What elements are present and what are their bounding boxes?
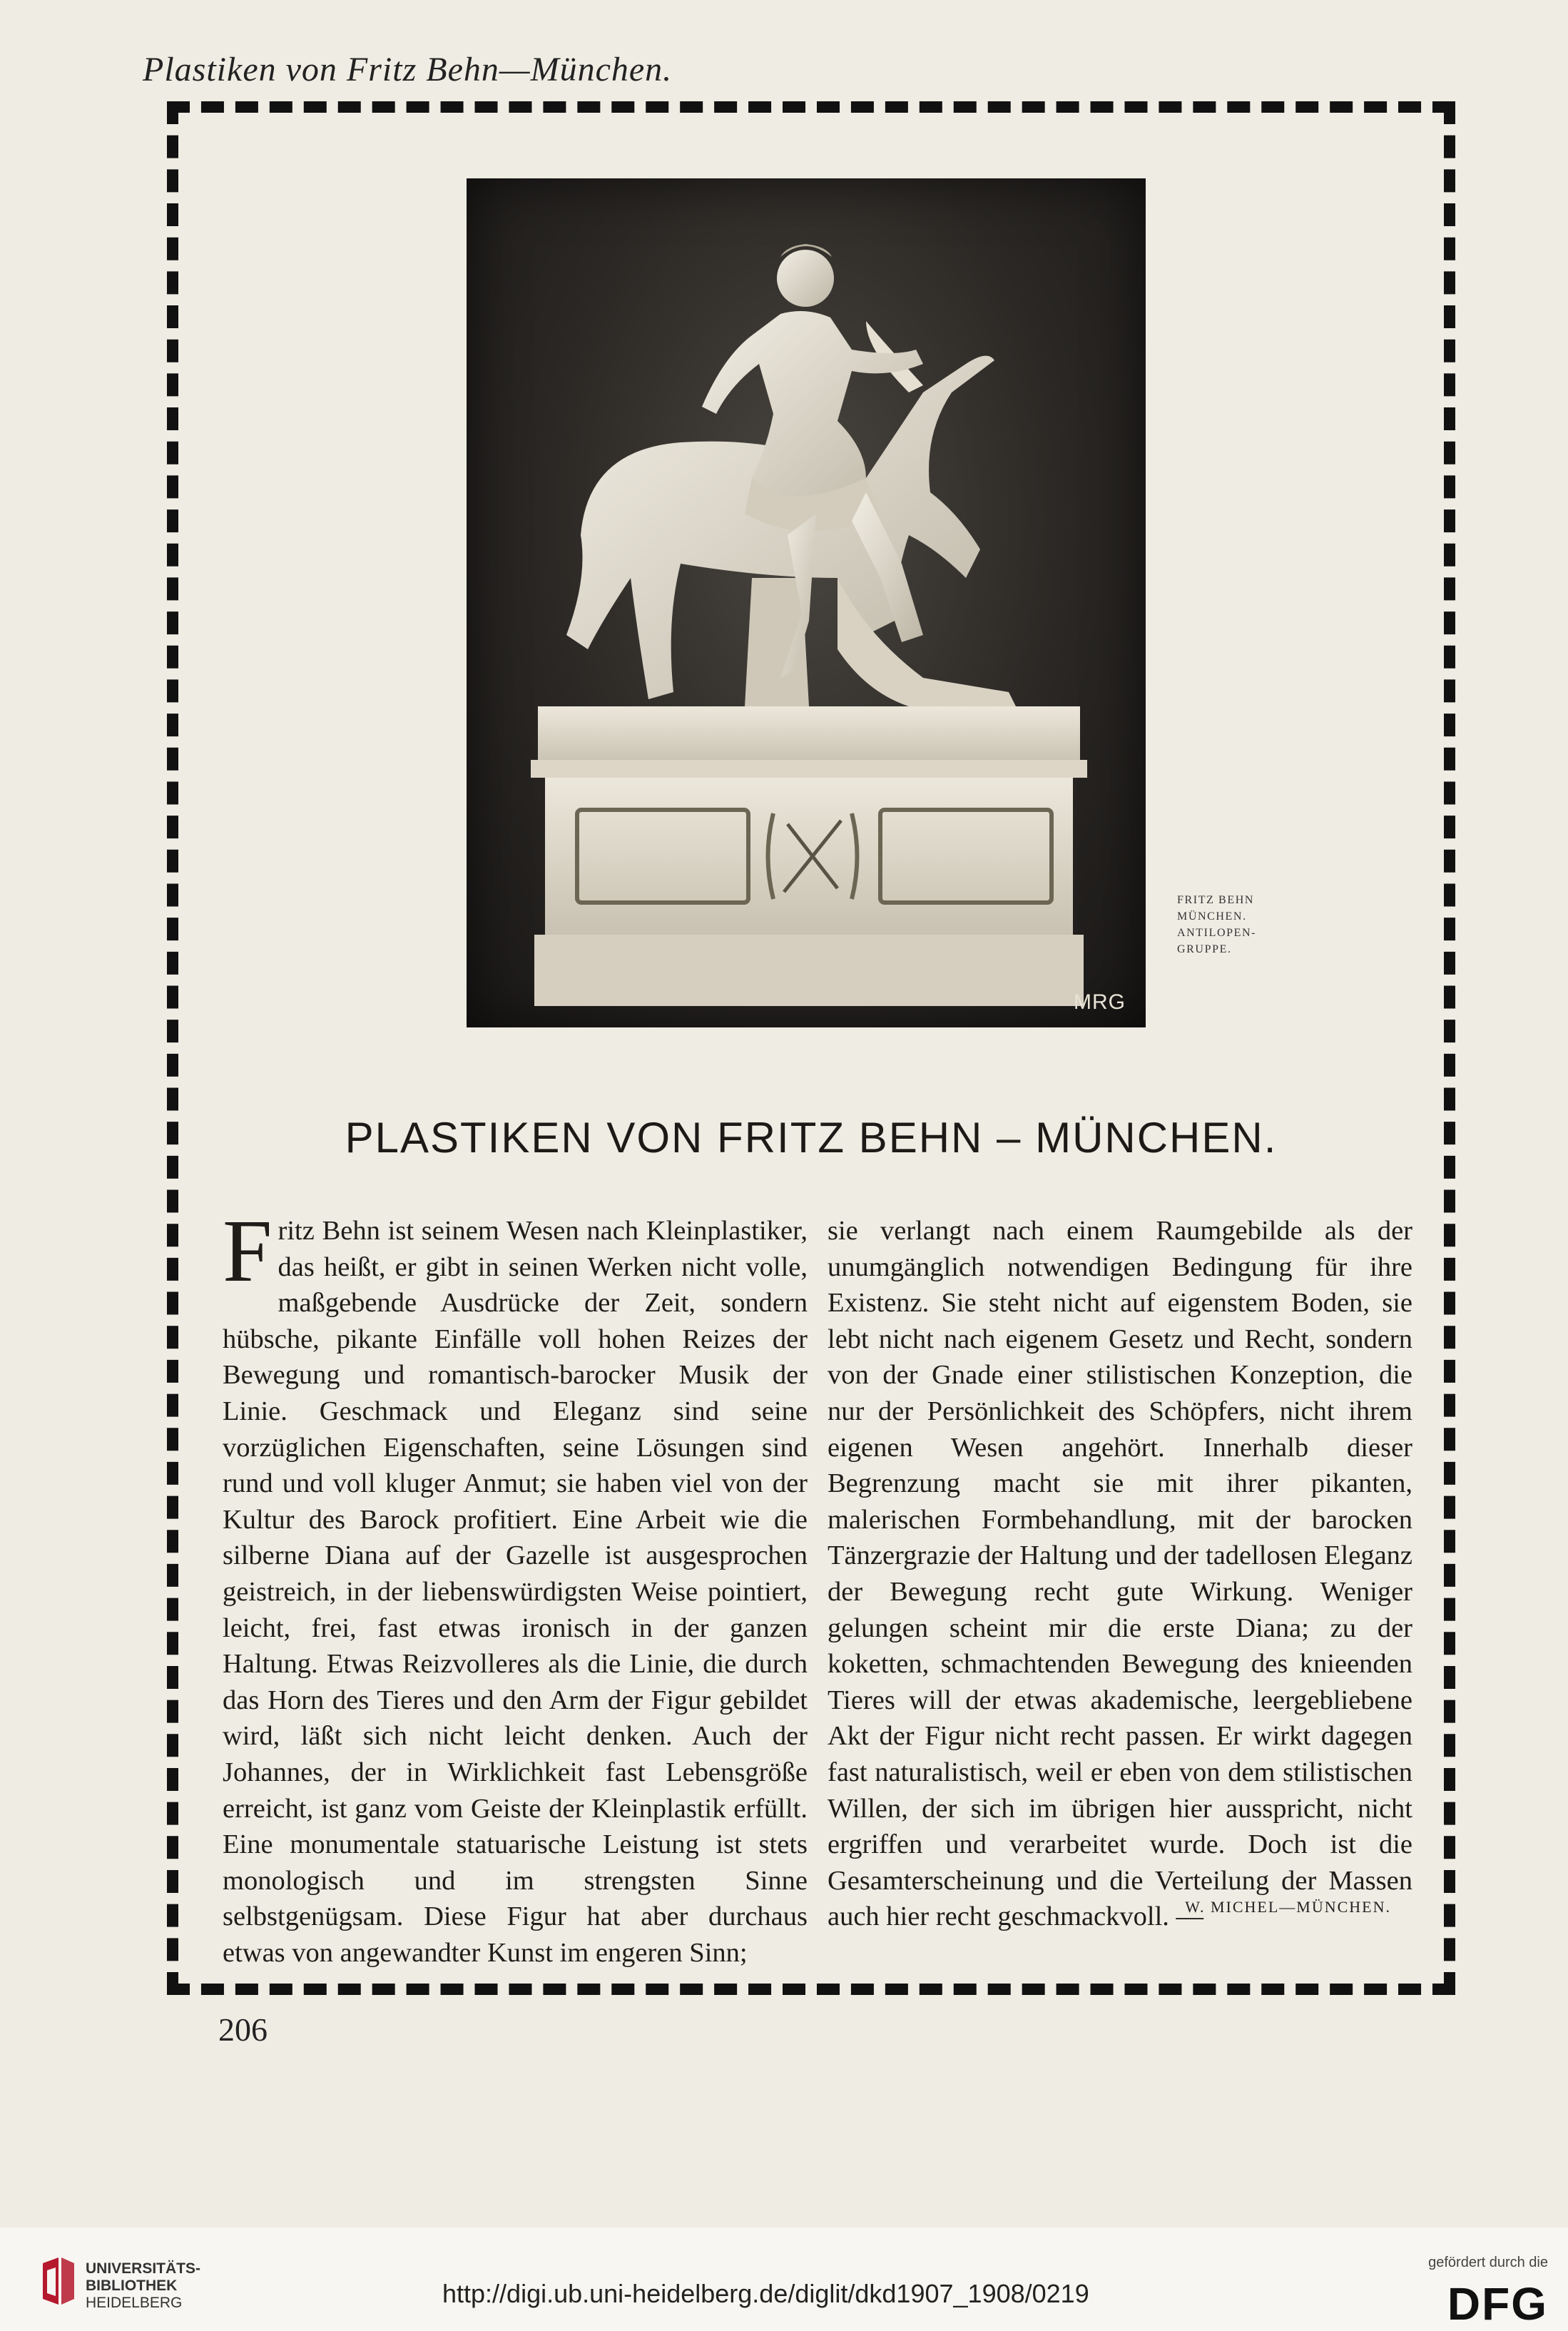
university-library-logo-icon bbox=[40, 2256, 77, 2306]
author-signature: W. MICHEL—MÜNCHEN. bbox=[1185, 1898, 1391, 1916]
caption-line: MÜNCHEN. bbox=[1177, 910, 1247, 923]
caption-line: GRUPPE. bbox=[1177, 943, 1232, 955]
left-column-text: Fritz Behn ist seinem Wesen nach Kleinplastiker, das heißt, er gibt in seinen Werken nicht volle, maßgebende Ausdrücke der Zeit, sondern hübsche, pikante Einfälle voll hohen Reizes der Bewegung und romantisch-barocker Musik der Linie. Geschmack und Eleganz sind seine vorzüglichen Eigenschaften, seine Lösungen sind rund und voll kluger Anmut; sie haben viel von der Kultur des Barock profitiert. Eine Arbeit wie die silberne Diana auf der Gazelle ist ausgesprochen geistreich, in der liebenswürdigsten Weise pointiert, leicht, frei, fast etwas ironisch in der ganzen Haltung. Etwas Reizvolleres als die Linie, die durch das Horn des Tieres und den Arm der Figur gebildet wird, läßt sich nicht leicht denken. Auch der Johannes, der in Wirklichkeit fast Lebensgröße erreicht, ist ganz vom Geiste der Kleinplastik erfüllt. Eine monumentale statuarische Leistung ist stets monologisch und im strengsten Sinne selbstgenügsam. Diese Figur hat aber durchaus etwas von angewandter Kunst im engeren Sinn; bbox=[223, 1202, 808, 1968]
library-name-line: HEIDELBERG bbox=[86, 2295, 183, 2311]
university-library-name bbox=[86, 2260, 200, 2312]
funding-note: gefördert durch die bbox=[1428, 2255, 1548, 2270]
library-name-line: UNIVERSITÄTS- bbox=[86, 2260, 201, 2277]
library-name-line: BIBLIOTHEK bbox=[86, 2277, 178, 2294]
article-left-column bbox=[223, 1202, 808, 1971]
dfg-logo: DFG bbox=[1447, 2278, 1548, 2330]
caption-line: ANTILOPEN- bbox=[1177, 927, 1257, 939]
caption-line: FRITZ BEHN bbox=[1177, 894, 1254, 906]
article-right-column bbox=[828, 1213, 1412, 1935]
photographer-monogram: MRG bbox=[1074, 990, 1126, 1014]
article-title: PLASTIKEN VON FRITZ BEHN – MÜNCHEN. bbox=[345, 1114, 1278, 1162]
right-column-text: sie verlangt nach einem Raumgebilde als der unumgänglich notwendigen Bedingung für ihre Existenz. Sie steht nicht auf eigenstem Boden, sie lebt nicht nach eigenem Gesetz und Recht, sondern von der Gnade einer stilistischen Konzeption, die nur der Persönlichkeit des Schöpfers, nicht ihrem eigenen Wesen angehört. Innerhalb dieser Begrenzung macht sie mit ihrer pikanten, malerischen Formbehandlung, mit der barocken Tänzergrazie der Haltung und der tadellosen Eleganz der Bewegung recht gute Wirkung. Weniger gelungen scheint mir die erste Diana; zu der koketten, schmachtenden Bewegung des knieenden Tieres will der etwas akademische, leergebliebene Akt der Figur nicht recht passen. Er wirkt dagegen fast naturalistisch, weil er eben von dem stilistischen Willen, der sich im übrigen hier ausspricht, nicht ergriffen und verarbeitet wurde. Doch ist die Gesamterscheinung und die Verteilung der Massen auch hier recht geschmackvoll. — bbox=[828, 1216, 1412, 1932]
digital-copy-link[interactable]: http://digi.ub.uni-heidelberg.de/diglit/dkd1907_1908/0219 bbox=[442, 2279, 1089, 2308]
sculpture-illustration bbox=[467, 178, 1146, 1027]
figure-caption bbox=[1177, 892, 1291, 958]
sculpture-photograph bbox=[467, 178, 1146, 1027]
page-number: 206 bbox=[218, 2011, 268, 2048]
running-head: Plastiken von Fritz Behn—München. bbox=[143, 51, 673, 88]
digitization-footer bbox=[0, 2228, 1568, 2331]
